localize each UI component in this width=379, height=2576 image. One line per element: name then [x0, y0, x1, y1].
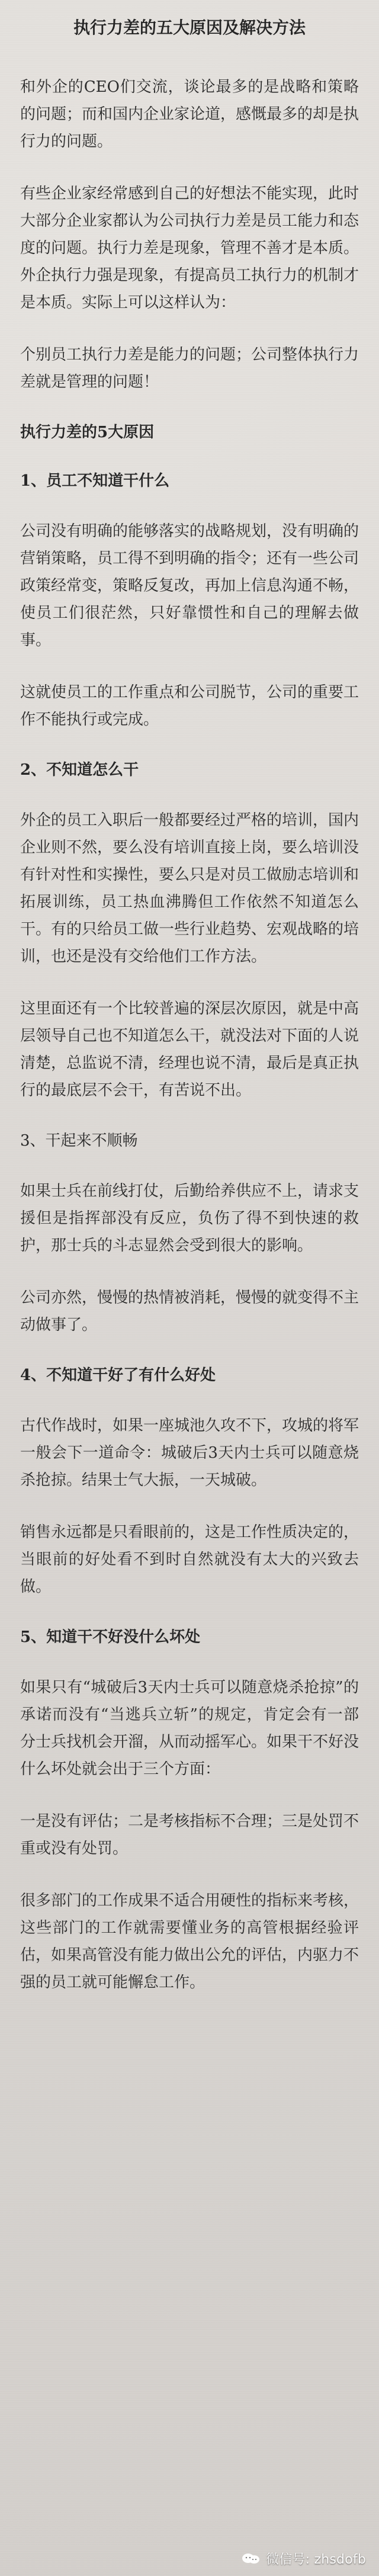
- section-5-paragraph-1: 如果只有“城破后3天内士兵可以随意烧杀抢掠”的承诺而没有“当逃兵立斩”的规定，肯定会有一部分士兵找机会开溜，从而动摇军心。如果干不好没什么坏处就会出于三个方面：: [20, 1679, 359, 1778]
- section-1-paragraph-1: 公司没有明确的能够落实的战略规划，没有明确的营销策略，员工得不到明确的指令；还有一些公司政策经常变，策略反复改，再加上信息沟通不畅，使员工们很茫然，只好靠惯性和自己的理解去做事。: [20, 522, 359, 649]
- intro-paragraph-1: 和外企的CEO们交流，谈论最多的是战略和策略的问题；而和国内企业家论道，感慨最多的却是执行力的问题。: [20, 78, 359, 150]
- section-5-paragraph-2: 一是没有评估；二是考核指标不合理；三是处罚不重或没有处罚。: [20, 1812, 359, 1858]
- section-3-heading: 3、干起来不顺畅: [20, 1132, 138, 1150]
- section-5-heading: 5、知道干不好没什么坏处: [20, 1628, 201, 1646]
- section-4-paragraph-1: 古代作战时，如果一座城池久攻不下，攻城的将军一般会下一道命令：城破后3天内士兵可以随意烧杀抢掠。结果士气大振，一天城破。: [20, 1417, 359, 1489]
- section-4-paragraph-2: 销售永远都是只看眼前的，这是工作性质决定的，当眼前的好处看不到时自然就没有太大的兴致去做。: [20, 1523, 359, 1596]
- section-5-paragraph-3: 很多部门的工作成果不适合用硬性的指标来考核，这些部门的工作就需要懂业务的高管根据经验评估，如果高管没有能力做出公允的评估，内驱力不强的员工就可能懈怠工作。: [20, 1892, 359, 1991]
- section-3-paragraph-1: 如果士兵在前线打仗，后勤给养供应不上，请求支援但是指挥部没有反应，负伤了得不到快速的救护，那士兵的斗志显然会受到很大的影响。: [20, 1182, 359, 1255]
- section-2-paragraph-2: 这里面还有一个比较普遍的深层次原因，就是中高层领导自己也不知道怎么干，就没法对下面的人说清楚，总监说不清，经理也说不清，最后是真正执行的最底层不会干，有苦说不出。: [20, 1000, 359, 1099]
- watermark-text: 微信号: zhsdofb: [266, 2552, 366, 2567]
- wechat-watermark: [241, 2549, 366, 2568]
- intro-paragraph-2: 有些企业家经常感到自己的好想法不能实现，此时大部分企业家都认为公司执行力差是员工能力和态度的问题。执行力差是现象，管理不善才是本质。外企执行力强是现象，有提高员工执行力的机制才是本质。实际上可以这样认为：: [20, 185, 359, 312]
- section-1-heading: 1、员工不知道干什么: [20, 472, 170, 490]
- reasons-heading: 执行力差的5大原因: [20, 424, 155, 441]
- section-2-paragraph-1: 外企的员工入职后一般都要经过严格的培训，国内企业则不然，要么没有培训直接上岗，要么培训没有针对性和实操性，要么只是对员工做励志培训和拓展训练，员工热血沸腾但工作依然不知道怎么干。有的只给员工做一些行业趋势、宏观战略的培训，也还是没有交给他们工作方法。: [20, 811, 359, 965]
- section-4-heading: 4、不知道干好了有什么好处: [20, 1366, 216, 1384]
- section-2-heading: 2、不知道怎么干: [20, 761, 139, 779]
- intro-paragraph-3: 个别员工执行力差是能力的问题；公司整体执行力差就是管理的问题！: [20, 346, 359, 391]
- article-title: 执行力差的五大原因及解决方法: [73, 18, 306, 37]
- section-3-paragraph-2: 公司亦然，慢慢的热情被消耗，慢慢的就变得不主动做事了。: [20, 1289, 359, 1334]
- article-content: [20, 17, 359, 2017]
- section-1-paragraph-2: 这就使员工的工作重点和公司脱节，公司的重要工作不能执行或完成。: [20, 684, 359, 729]
- wechat-icon: [241, 2552, 261, 2565]
